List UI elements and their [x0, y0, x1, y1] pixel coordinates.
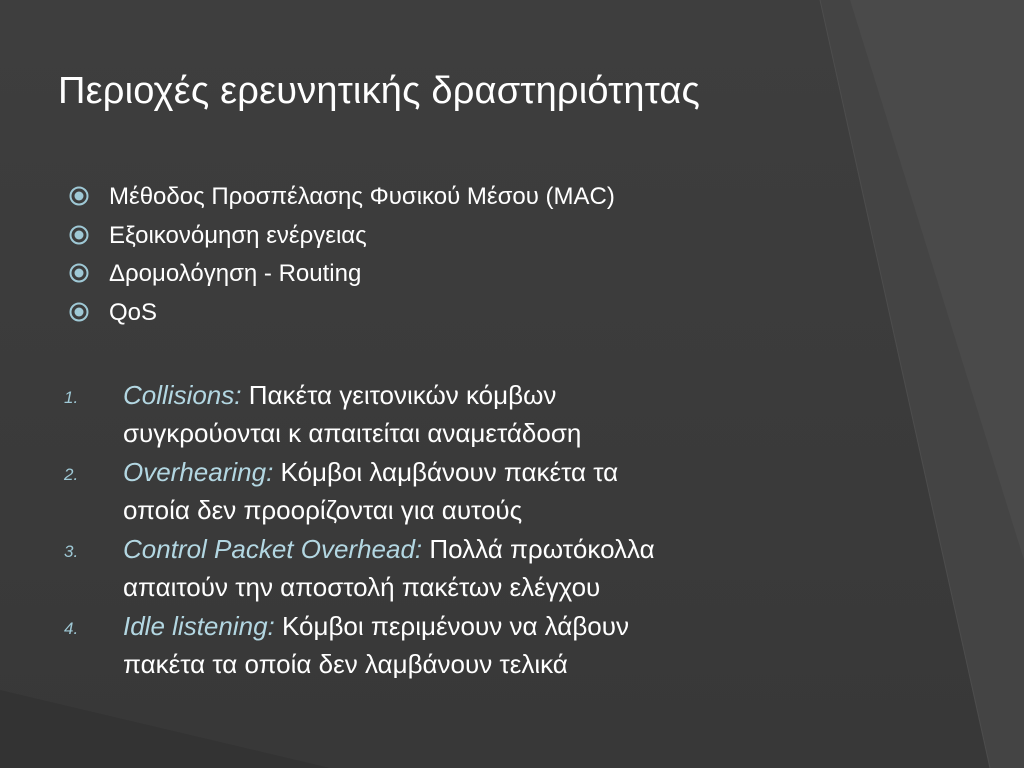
bullet-text: Εξοικονόμηση ενέργειας	[109, 221, 367, 249]
item-line-2: πακέτα τα οποία δεν λαμβάνουν τελικά	[123, 649, 568, 679]
item-number: 2.	[64, 465, 79, 484]
item-text: Πακέτα γειτονικών κόμβων	[248, 380, 557, 410]
item-number: 3.	[64, 542, 79, 561]
bullet-text: Δρομολόγηση - Routing	[109, 260, 362, 287]
item-line-1	[123, 530, 864, 568]
background-shape-bottom-left	[0, 690, 330, 768]
item-line-1	[123, 376, 864, 414]
item-line-2: οποία δεν προορίζονται για αυτούς	[123, 495, 523, 525]
numbered-item	[64, 376, 864, 452]
circle-dot-icon	[68, 224, 90, 246]
item-number: 4.	[64, 619, 79, 638]
bullet-item	[68, 180, 615, 219]
item-term: Overhearing:	[123, 457, 274, 487]
item-line-2: απαιτούν την αποστολή πακέτων ελέγχου	[123, 572, 601, 602]
bullet-text: Μέθοδος Προσπέλασης Φυσικού Μέσου (MAC)	[109, 183, 615, 210]
numbered-item	[64, 607, 864, 683]
item-line-2: συγκρούονται κ απαιτείται αναμετάδοση	[123, 418, 582, 448]
item-line-1	[123, 453, 864, 491]
circle-dot-icon	[68, 301, 90, 323]
circle-dot-icon	[68, 262, 90, 284]
bullet-text: QoS	[109, 298, 158, 326]
item-text: Πολλά πρωτόκολλα	[429, 534, 655, 564]
item-term: Control Packet Overhead:	[123, 534, 423, 564]
item-number: 1.	[64, 388, 79, 407]
numbered-list	[64, 376, 864, 684]
circle-dot-icon	[68, 185, 90, 207]
bullet-item	[68, 219, 615, 258]
item-text: Κόμβοι λαμβάνουν πακέτα τα	[280, 457, 619, 487]
numbered-item	[64, 453, 864, 529]
numbered-item	[64, 530, 864, 606]
item-term: Collisions:	[123, 380, 242, 410]
slide-title: Περιοχές ερευνητικής δραστηριότητας	[58, 70, 701, 112]
item-text: Κόμβοι περιμένουν να λάβουν	[282, 611, 629, 641]
bullet-list	[68, 180, 615, 334]
bullet-item	[68, 296, 615, 335]
item-term: Idle listening:	[123, 611, 275, 641]
item-line-1	[123, 607, 864, 645]
bullet-item	[68, 257, 615, 296]
